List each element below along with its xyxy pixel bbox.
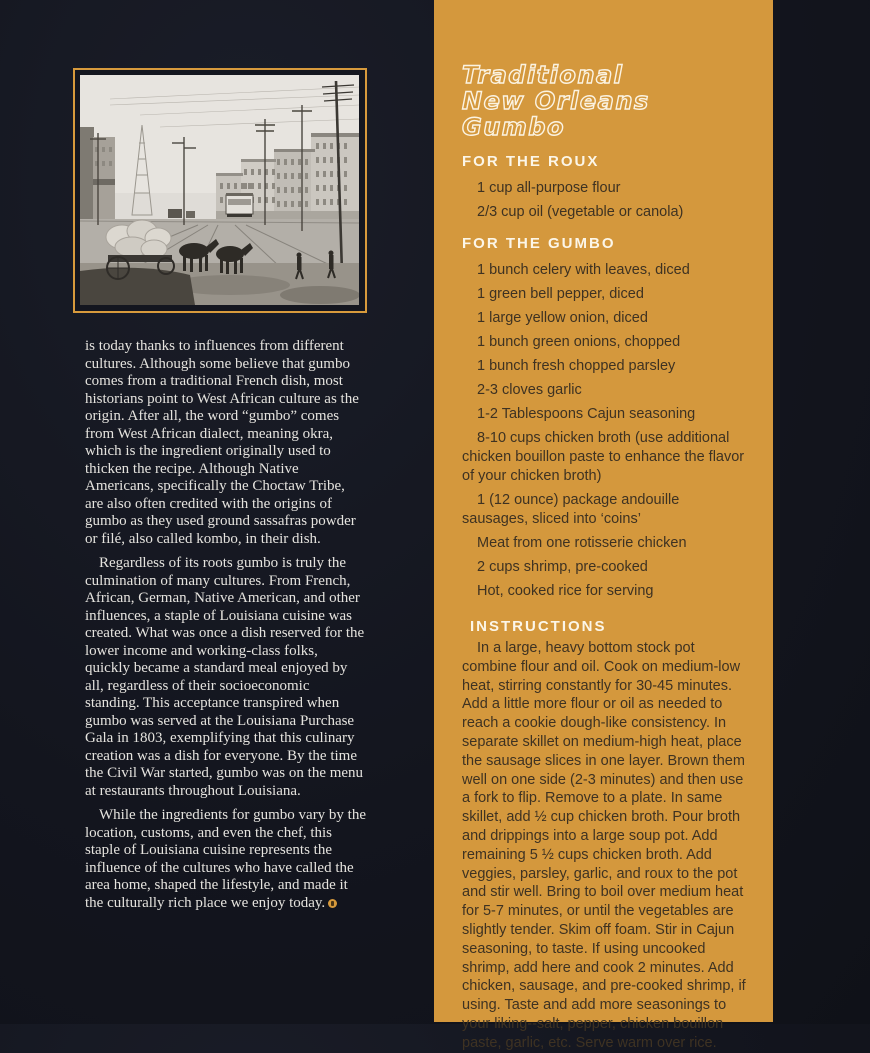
recipe-panel: [434, 0, 773, 1051]
ingredient: 1 bunch green onions, chopped: [477, 334, 681, 350]
ingredient: 1 (12 ounce) package andouille sausages, sliced into ‘coins’: [462, 492, 680, 527]
historic-street-photo: [80, 75, 359, 305]
recipe-title-line2: New Orleans Gumbo: [462, 87, 650, 141]
article-paragraph: [85, 807, 366, 912]
recipe-title: [462, 62, 749, 140]
instructions-heading: INSTRUCTIONS: [470, 618, 607, 635]
ingredient: 1 bunch fresh chopped parsley: [477, 358, 676, 374]
ingredient: 1 bunch celery with leaves, diced: [477, 262, 690, 278]
article-column: [85, 338, 366, 919]
instructions-text: In a large, heavy bottom stock pot combine flour and oil. Cook on medium-low heat, stirring constantly for 30-45 minutes. Add a little more flour or oil as needed to reach a cookie dough-like consistency. In separate skillet on medium-high heat, place the sausage slices in one layer. Brown them well on one side (2-3 minutes) and then use a fork to flip. Remove to a plate. In same skillet, add ½ cup chicken broth. Pour broth and drippings into a large soup pot. Add remaining 5 ½ cups chicken broth. Add veggies, parsley, garlic, and roux to the pot and stir well. Bring to boil over medium heat for 5-7 minutes, or until the vegetables are slightly tender. Skim off foam. Stir in Cajun seasoning, to taste. If using uncooked shrimp, add here and cook 2 minutes. Add chicken, sausage, and pre-cooked shrimp, if using. Taste and add more seasonings to your liking--salt, pepper, chicken bouillon paste, garlic, etc. Serve warm over rice.: [462, 640, 746, 1051]
article-paragraph-text: While the ingredients for gumbo vary by the location, customs, and even the chef, this staple of Louisiana cuisine represents the influence of the cultures who have called the area home, shaped the lifestyle, and made it the culturally rich place we enjoy today.: [85, 807, 367, 911]
section-heading-roux: FOR THE ROUX: [462, 153, 600, 170]
ingredient: 1 large yellow onion, diced: [477, 310, 648, 326]
ingredient: 2 cups shrimp, pre-cooked: [477, 559, 648, 575]
section-heading-gumbo: FOR THE GUMBO: [462, 235, 616, 252]
article-end-mark-icon: [328, 899, 337, 908]
ingredient: 2-3 cloves garlic: [477, 382, 582, 398]
ingredient: 1 green bell pepper, diced: [477, 286, 644, 302]
ingredient: Meat from one rotisserie chicken: [477, 535, 687, 551]
framed-historic-photo: [73, 68, 367, 313]
ingredient: Hot, cooked rice for serving: [477, 583, 654, 599]
article-paragraph: is today thanks to influences from different cultures. Although some believe that gumbo comes from a traditional French dish, most historians point to West African culture as the origin. After all, the word “gumbo” comes from West African dialect, meaning okra, which is the ingredient originally used to thicken the recipe. Although Native Americans, specifically the Choctaw Tribe, are also often credited with the origins of gumbo as they used ground sassafras powder or filé, also called kombo, in their dish.: [85, 338, 359, 547]
ingredient: 1-2 Tablespoons Cajun seasoning: [477, 406, 696, 422]
ingredient: 1 cup all-purpose flour: [477, 180, 621, 196]
article-paragraph: Regardless of its roots gumbo is truly the culmination of many cultures. From French, African, German, Native American, and other influences, a staple of Louisiana cuisine was created. What was once a dish reserved for the lower income and working-class folks, quickly became a standard meal enjoyed by all, regardless of their socioeconomic standing. This acceptance transpired when gumbo was served at the Louisiana Purchase Gala in 1803, exemplifying that this culinary creation was a dish for everyone. By the time the Civil War started, gumbo was on the menu at restaurants throughout Louisiana.: [85, 555, 365, 799]
ingredient: 2/3 cup oil (vegetable or canola): [477, 204, 684, 220]
ingredient: 8-10 cups chicken broth (use additional chicken bouillon paste to enhance the flavor of your chicken broth): [462, 430, 745, 484]
recipe-title-line1: Traditional: [462, 61, 624, 89]
